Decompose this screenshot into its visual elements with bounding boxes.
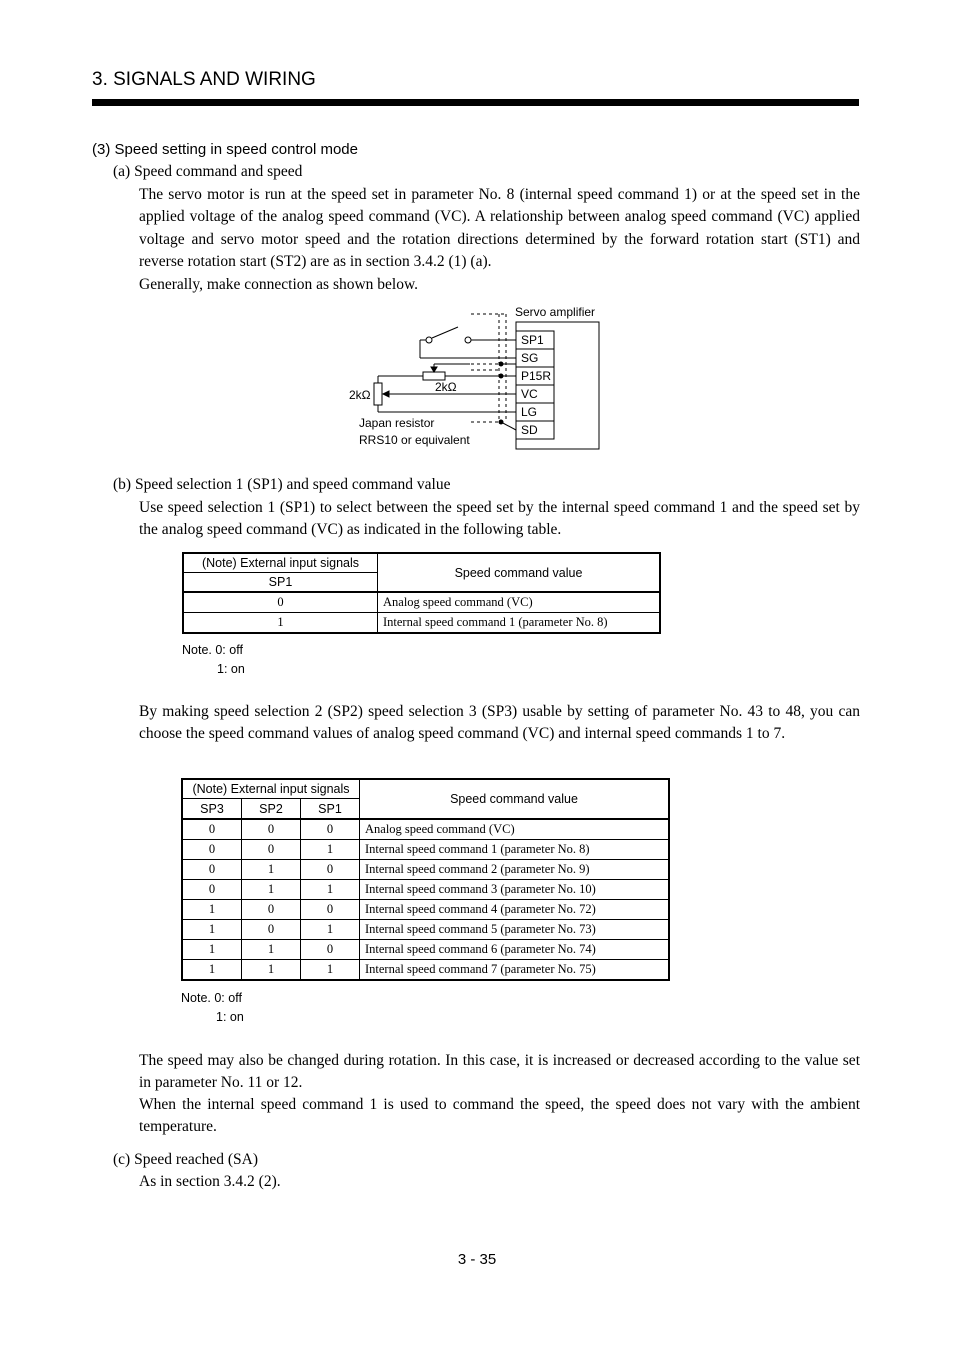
table-cell: 1 <box>182 900 242 920</box>
table2-sp1-header: SP1 <box>301 799 360 820</box>
subsection-c-paragraph: As in section 3.4.2 (2). <box>139 1173 281 1190</box>
page-number: 3 - 35 <box>457 1251 497 1268</box>
table-row <box>182 819 669 840</box>
terminal-label-p15r: P15R <box>521 369 552 383</box>
table1-sp1-header: SP1 <box>183 573 378 593</box>
table-cell: Internal speed command 5 (parameter No. 73) <box>360 920 670 940</box>
subsection-a-paragraph: The servo motor is run at the speed set in parameter No. 8 (internal speed command 1) or at the speed set in the applied voltage of the analog speed command (VC). A relationship between analog speed command (VC) applied voltage and servo motor speed and the rotation directions determined by the forward rotation start (ST1) and reverse rotation start (ST2) are as in section 3.4.2 (1) (a). <box>139 186 860 270</box>
table-cell: 0 <box>183 592 378 613</box>
resistor-value-label: 2kΩ <box>349 388 371 402</box>
table-cell: Internal speed command 4 (parameter No. 72) <box>360 900 670 920</box>
table-cell: Analog speed command (VC) <box>378 592 661 613</box>
wiring-diagram <box>340 300 610 455</box>
table-cell: 1 <box>301 960 360 981</box>
switch <box>420 327 516 358</box>
shield-lines <box>471 314 506 422</box>
table-cell: 0 <box>301 900 360 920</box>
table-row <box>182 900 669 920</box>
speed-selection-table-2 <box>181 778 670 981</box>
table-row <box>183 592 660 613</box>
table-cell: 0 <box>242 819 301 840</box>
table2-sp2-header: SP2 <box>242 799 301 820</box>
table-row <box>182 880 669 900</box>
table-row <box>182 860 669 880</box>
table-row <box>183 613 660 634</box>
pot-value-label: 2kΩ <box>435 380 457 394</box>
subsection-b-paragraph: Use speed selection 1 (SP1) to select between the speed set by the internal speed command 1 and the speed set by the analog speed command (VC) as indicated in the following table. <box>139 499 860 539</box>
table2-sp3-header: SP3 <box>182 799 242 820</box>
table1-group-header: (Note) External input signals <box>183 553 378 573</box>
subsection-b-paragraph-4: When the internal speed command 1 is used to command the speed, the speed does not vary with the ambient temperature. <box>139 1096 860 1136</box>
subsection-a-heading: (a) Speed command and speed <box>113 163 303 180</box>
table-cell: 0 <box>242 900 301 920</box>
terminal-label-lg: LG <box>521 405 538 419</box>
table-cell: 0 <box>242 920 301 940</box>
table-cell: Internal speed command 3 (parameter No. 10) <box>360 880 670 900</box>
table-cell: 1 <box>301 840 360 860</box>
resistor-note-line1: Japan resistor <box>359 416 435 430</box>
table-cell: 0 <box>301 860 360 880</box>
table-cell: 0 <box>301 940 360 960</box>
terminal-label-sg: SG <box>521 351 539 365</box>
connection-note: Generally, make connection as shown below. <box>139 276 419 293</box>
table-cell: Internal speed command 1 (parameter No. 8) <box>378 613 661 634</box>
table2-note-on: 1: on <box>216 1010 244 1024</box>
terminal-label-sd: SD <box>521 423 538 437</box>
subsection-b-paragraph-2: By making speed selection 2 (SP2) speed selection 3 (SP3) usable by setting of parameter No. 43 to 48, you can choose the speed command values of analog speed command (VC) and internal speed commands 1 to 7. <box>139 703 860 743</box>
speed-selection-table-1 <box>182 552 661 634</box>
table-cell: 0 <box>182 880 242 900</box>
wiring-diagram-svg <box>340 300 610 455</box>
table-cell: Analog speed command (VC) <box>360 819 670 840</box>
table-row <box>182 840 669 860</box>
table2-group-header: (Note) External input signals <box>182 779 360 799</box>
table-cell: Internal speed command 7 (parameter No. 75) <box>360 960 670 981</box>
section-title: (3) Speed setting in speed control mode <box>92 141 358 158</box>
table2-note-off: Note. 0: off <box>181 991 242 1005</box>
table-cell: 0 <box>182 840 242 860</box>
table-cell: Internal speed command 2 (parameter No. 9) <box>360 860 670 880</box>
header-rule <box>92 99 859 106</box>
table-cell: Internal speed command 1 (parameter No. 8) <box>360 840 670 860</box>
table-cell: 0 <box>301 819 360 840</box>
table-cell: Internal speed command 6 (parameter No. 74) <box>360 940 670 960</box>
table-cell: 1 <box>242 880 301 900</box>
subsection-b-paragraph-3: The speed may also be changed during rotation. In this case, it is increased or decreased according to the value set in parameter No. 11 or 12. <box>139 1052 860 1092</box>
table-row <box>182 920 669 940</box>
subsection-c-heading: (c) Speed reached (SA) <box>113 1151 259 1168</box>
terminal-label-sp1: SP1 <box>521 333 544 347</box>
table-row <box>182 940 669 960</box>
table-cell: 1 <box>183 613 378 634</box>
table-cell: 0 <box>182 860 242 880</box>
subsection-b-heading: (b) Speed selection 1 (SP1) and speed command value <box>113 476 451 493</box>
table-cell: 1 <box>242 960 301 981</box>
page-header-title: 3. SIGNALS AND WIRING <box>92 69 316 90</box>
table1-value-header: Speed command value <box>378 553 661 592</box>
table-cell: 1 <box>301 880 360 900</box>
table-cell: 1 <box>242 860 301 880</box>
table-cell: 1 <box>182 920 242 940</box>
servo-amplifier-label: Servo amplifier <box>515 305 596 319</box>
table-cell: 1 <box>182 960 242 981</box>
table-cell: 1 <box>182 940 242 960</box>
table-cell: 0 <box>182 819 242 840</box>
table-row <box>182 960 669 981</box>
terminal-label-vc: VC <box>521 387 538 401</box>
table1-note-on: 1: on <box>217 662 245 676</box>
table-cell: 1 <box>242 940 301 960</box>
table-cell: 0 <box>242 840 301 860</box>
resistor-note-line2: RRS10 or equivalent <box>359 433 470 447</box>
table2-value-header: Speed command value <box>360 779 670 819</box>
table-cell: 1 <box>301 920 360 940</box>
table1-note-off: Note. 0: off <box>182 643 243 657</box>
